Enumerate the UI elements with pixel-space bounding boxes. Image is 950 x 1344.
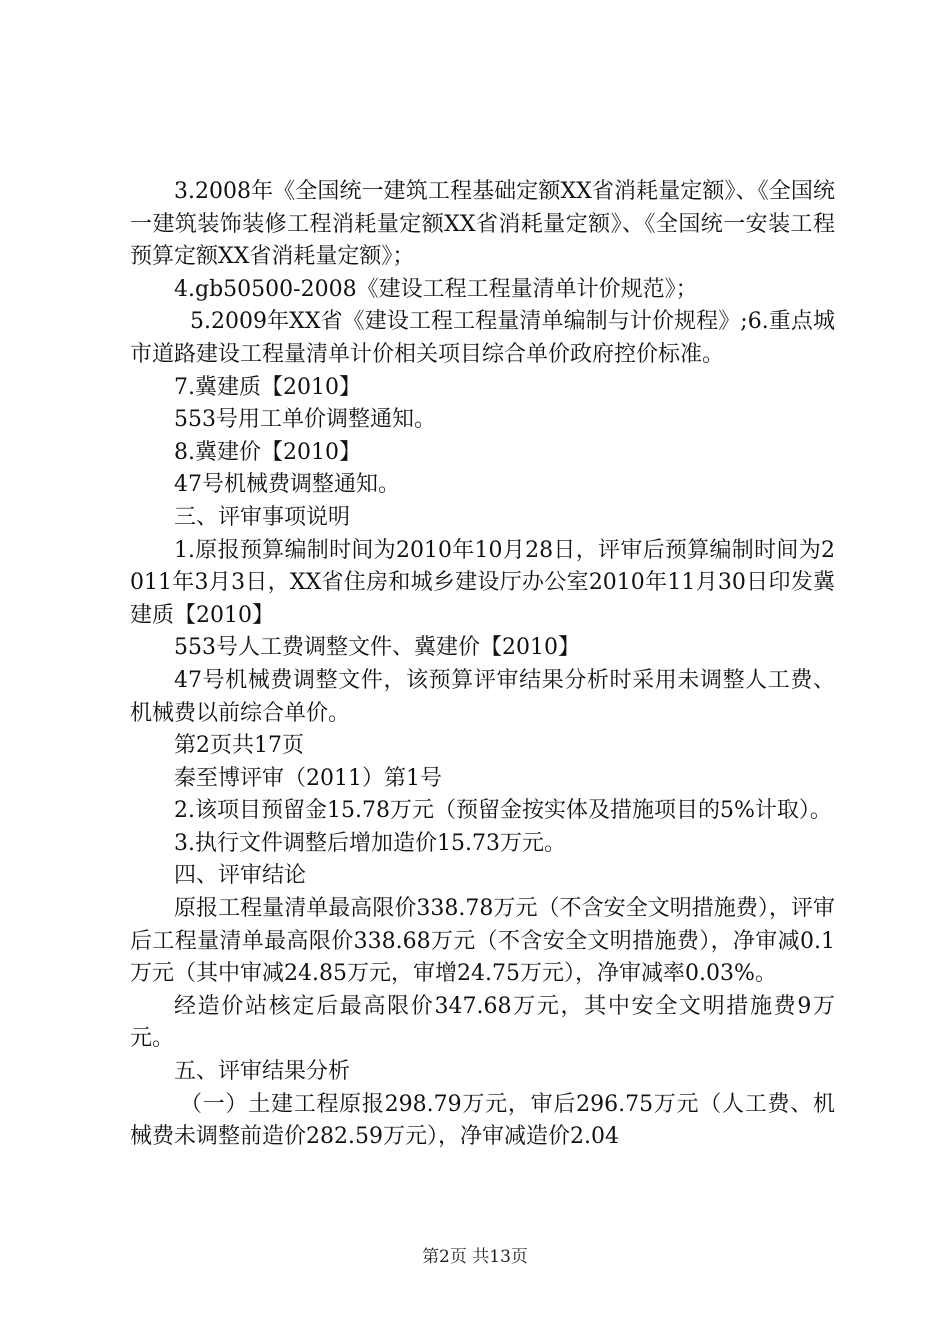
paragraph-basis-7: 7.冀建质【2010】 <box>174 374 361 400</box>
section-heading-5: 五、评审结果分析 <box>174 1059 351 1085</box>
document-body <box>130 176 835 1154</box>
paragraph-basis-8: 8.冀建价【2010】 <box>174 439 361 465</box>
paragraph-conclusion: 原报工程量清单最高限价338.78万元（不含安全文明措施费），评审后工程量清单最高限价338.68万元（不含安全文明措施费），净审减0.1万元（其中审减24.85万元，审增24.75万元），净审减率0.03%。 <box>130 896 835 987</box>
document-reference-number: 秦至博评审（2011）第1号 <box>174 765 442 791</box>
paragraph-item-1-cont2: 47号机械费调整文件，该预算评审结果分析时采用未调整人工费、机械费以前综合单价。 <box>130 667 835 726</box>
page-footer: 第2页 共13页 <box>422 1247 528 1267</box>
paragraph-analysis-1: （一）土建工程原报298.79万元，审后296.75万元（人工费、机械费未调整前造价282.59万元），净审减造价2.04 <box>130 1091 835 1150</box>
paragraph-item-1-cont: 553号人工费调整文件、冀建价【2010】 <box>174 635 580 661</box>
section-heading-4: 四、评审结论 <box>174 863 307 889</box>
paragraph-basis-5: 5.2009年XX省《建设工程工程量清单编制与计价规程》;6.重点城市道路建设工程量清单计价相关项目综合单价政府控价标准。 <box>130 309 835 367</box>
section-heading-3: 三、评审事项说明 <box>174 504 351 530</box>
inline-page-number: 第2页共17页 <box>174 733 304 759</box>
paragraph-basis-8-cont: 47号机械费调整通知。 <box>174 472 400 498</box>
paragraph-basis-7-cont: 553号用工单价调整通知。 <box>174 407 436 433</box>
paragraph-basis-4: 4.gb50500-2008《建设工程工程量清单计价规范》； <box>174 276 698 302</box>
paragraph-item-3: 3.执行文件调整后增加造价15.73万元。 <box>174 830 566 856</box>
paragraph-basis-3: 3.2008年《全国统一建筑工程基础定额XX省消耗量定额》、《全国统一建筑装饰装修工程消耗量定额XX省消耗量定额》、《全国统一安装工程预算定额XX省消耗量定额》； <box>130 179 835 270</box>
paragraph-item-2: 2.该项目预留金15.78万元（预留金按实体及措施项目的5%计取）。 <box>174 798 832 824</box>
paragraph-final-price: 经造价站核定后最高限价347.68万元，其中安全文明措施费9万元。 <box>130 993 835 1052</box>
paragraph-item-1: 1.原报预算编制时间为2010年10月28日，评审后预算编制时间为2011年3月3日，XX省住房和城乡建设厅办公室2010年11月30日印发冀建质【2010】 <box>130 537 835 628</box>
